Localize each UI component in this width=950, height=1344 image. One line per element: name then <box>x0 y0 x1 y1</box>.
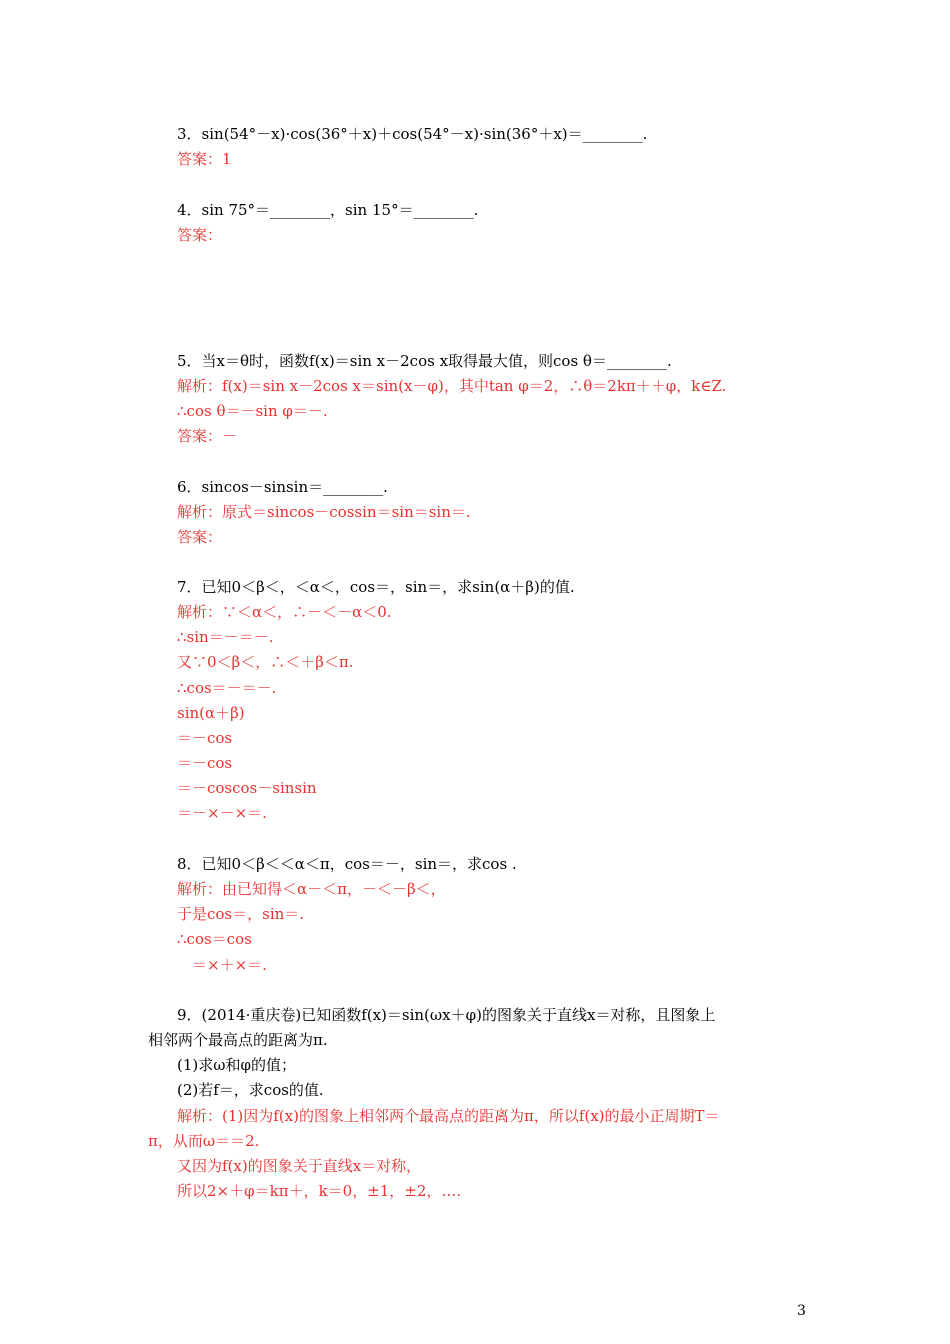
problem-6-statement: 6．sincos－sinsin＝________. <box>177 478 388 496</box>
problem-9-solution-line: 所以2×＋φ＝kπ＋，k＝0，±1，±2，…. <box>177 1182 462 1200</box>
problem-5-statement: 5．当x＝θ时，函数f(x)＝sin x－2cos x取得最大值，则cos θ＝________. <box>177 352 672 370</box>
problem-7-solution-line: sin(α＋β) <box>177 704 245 722</box>
problem-3-statement: 3．sin(54°－x)·cos(36°＋x)＋cos(54°－x)·sin(36°＋x)＝________. <box>177 125 648 143</box>
problem-4-answer: 答案： <box>177 226 223 244</box>
problem-7-solution-line: ∴sin＝－＝－. <box>177 628 274 646</box>
problem-7-solution-line: 又∵0＜β＜，∴＜＋β＜π. <box>177 653 354 671</box>
problem-8-solution-line: 于是cos＝，sin＝. <box>177 905 305 923</box>
problem-4-statement: 4．sin 75°＝________，sin 15°＝________. <box>177 201 479 219</box>
problem-9-subquestion-2: (2)若f＝，求cos的值. <box>177 1081 324 1099</box>
problem-5-answer: 答案：－ <box>177 427 238 445</box>
problem-7-solution-line: ∴cos＝－＝－. <box>177 679 277 697</box>
problem-9-statement: 9．(2014·重庆卷)已知函数f(x)＝sin(ωx＋φ)的图象关于直线x＝对称，且图象上 <box>177 1006 716 1024</box>
problem-8-statement: 8．已知0＜β＜＜α＜π，cos＝－，sin＝，求cos . <box>177 855 517 873</box>
problem-9-solution-line: 又因为f(x)的图象关于直线x＝对称， <box>177 1157 422 1175</box>
problem-5-solution-line: ∴cos θ＝－sin φ＝－. <box>177 402 328 420</box>
problem-9-solution-line: π，从而ω＝＝2. <box>148 1132 260 1150</box>
page-number: 3 <box>797 1303 806 1319</box>
problem-7-solution-line: ＝－×－×＝. <box>177 804 267 822</box>
problem-7-solution-line: ＝－cos <box>177 754 233 772</box>
problem-7-solution-line: 解析：∵＜α＜，∴－＜－α＜0. <box>177 603 392 621</box>
problem-3-answer: 答案：1 <box>177 150 232 168</box>
problem-9-solution-line: 解析：(1)因为f(x)的图象上相邻两个最高点的距离为π，所以f(x)的最小正周期T＝ <box>177 1107 720 1125</box>
problem-9-statement: 相邻两个最高点的距离为π. <box>148 1031 328 1049</box>
problem-7-solution-line: ＝－coscos－sinsin <box>177 779 317 797</box>
problem-8-solution-line: ∴cos＝cos <box>177 930 252 948</box>
problem-5-solution-line: 解析：f(x)＝sin x－2cos x＝sin(x－φ)，其中tan φ＝2，∴θ＝2kπ＋＋φ，k∈Z. <box>177 377 727 395</box>
problem-6-solution-line: 解析：原式＝sincos－cossin＝sin＝sin＝. <box>177 503 471 521</box>
problem-6-answer: 答案： <box>177 528 223 546</box>
problem-8-solution-line: ＝×＋×＝. <box>177 956 267 974</box>
problem-8-solution-line: 解析：由已知得＜α－＜π，－＜－β＜， <box>177 880 446 898</box>
problem-9-subquestion-1: (1)求ω和φ的值； <box>177 1056 296 1074</box>
problem-7-solution-line: ＝－cos <box>177 729 233 747</box>
problem-7-statement: 7．已知0＜β＜，＜α＜，cos＝，sin＝，求sin(α＋β)的值. <box>177 578 575 596</box>
